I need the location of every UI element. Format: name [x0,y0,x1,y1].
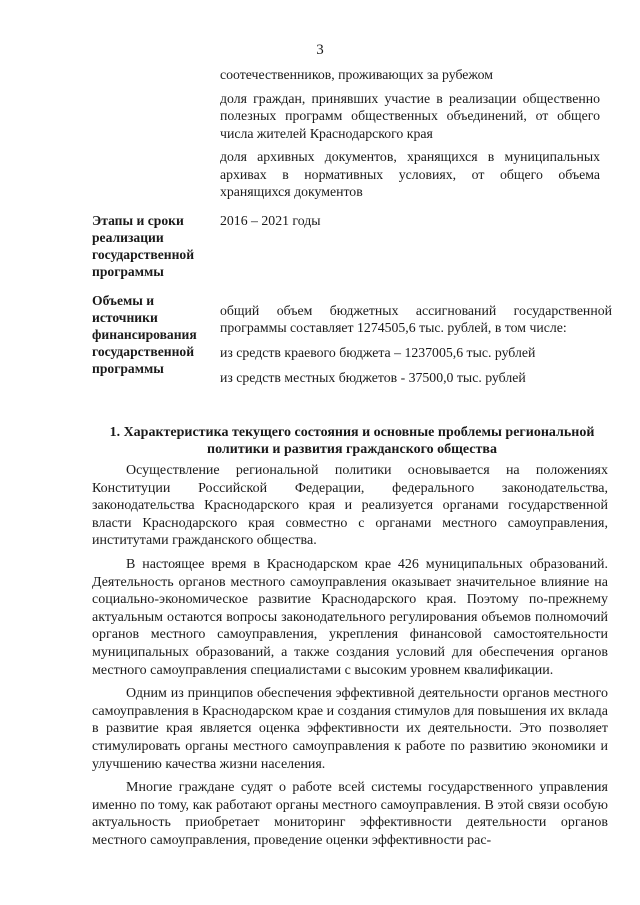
indicator-item: доля граждан, принявших участие в реализации общественно полезных программ общественных объединений, от общего числа жителей Краснодарского края [220,90,600,141]
body-paragraph: Одним из принципов обеспечения эффективной деятельности органов местного самоуправления в Краснодарском крае и создания стимулов для повышения их вклада в развитие края является оценка эффективности их деятельности. Это позволяет стимулировать органы местного самоуправления к работе по развитию экономики и улучшению качества жизни населения. [92,686,608,772]
stages-value [220,212,612,229]
indicator-item: соотечественников, проживающих за рубежом [220,67,493,82]
page-number: 3 [316,42,324,58]
financing-local: из средств местных бюджетов - 37500,0 тыс. рублей [220,370,526,385]
body-paragraph: В настоящее время в Краснодарском крае 426 муниципальных образований. Деятельность органов местного самоуправления оказывает значительное влияние на социально-экономическое развитие Краснодарского края. Поэтому по-прежнему актуальным остаются вопросы законодательного регулирования объемов полномочий органов местного самоуправления, укрепления финансовой самостоятельности муниципальных образований, а также создания условий для обеспечения органов местного самоуправления специалистами с высоким уровнем квалификации. [92,556,608,678]
financing-value [220,302,612,386]
indicator-item: доля архивных документов, хранящихся в муниципальных архивах в нормативных условиях, от общего объема хранящихся документов [220,149,600,199]
body-paragraph: Осуществление региональной политики основывается на положениях Конституции Российской Федерации, федерального законодательства, законодательства Краснодарского края и реализуется органами государственной власти Краснодарского края совместно с органами местного самоуправления, институтами гражданского общества. [92,463,608,549]
financing-label: Объемы и источники финансирования государственной программы [92,293,197,376]
indicator-list [220,66,600,207]
body-paragraph: Многие граждане судят о работе всей системы государственного управления именно по тому, как работают органы местного самоуправления. В этой связи особую актуальность приобретает мониторинг эффективности деятельности органов местного самоуправления, проведение оценки эффективности рас- [92,780,608,848]
section-body [92,462,608,855]
stages-value-text: 2016 – 2021 годы [220,213,321,228]
financing-total: общий объем бюджетных ассигнований государственной программы составляет 1274505,6 тыс. рублей, в том числе: [220,303,612,335]
financing-regional: из средств краевого бюджета – 1237005,6 тыс. рублей [220,345,536,360]
stages-label: Этапы и сроки реализации государственной программы [92,213,195,279]
section-title: 1. Характеристика текущего состояния и основные проблемы региональной политики и развития гражданского общества [109,425,595,457]
